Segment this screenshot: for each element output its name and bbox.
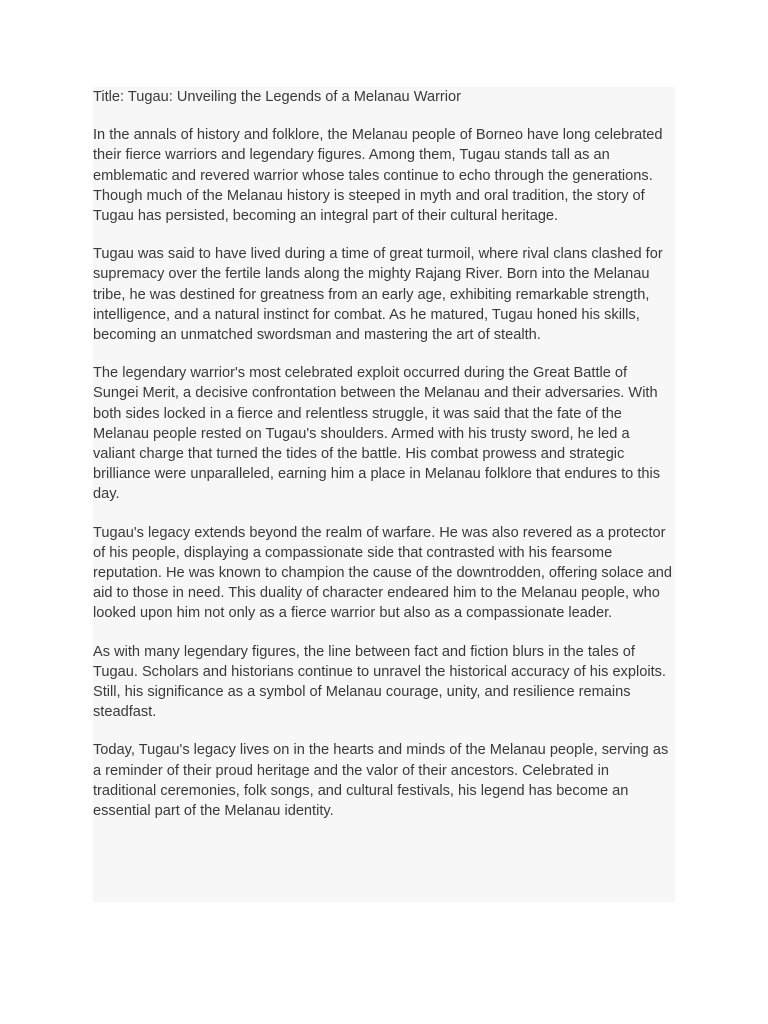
paragraph-2: Tugau was said to have lived during a time of great turmoil, where rival clans clashed for supremacy over the fertile lands along the mighty Rajang River. Born into the Melanau tribe, he was destined for greatness from an early age, exhibiting remarkable strength, intelligence, and a natural instinct for combat. As he matured, Tugau honed his skills, becoming an unmatched swordsman and mastering the art of stealth.	[93, 246, 663, 344]
paragraph-5: As with many legendary figures, the line between fact and fiction blurs in the tales of Tugau. Scholars and historians continue to unravel the historical accuracy of his exploits. Still, his significance as a symbol of Melanau courage, unity, and resilience remains steadfast.	[93, 643, 666, 721]
paragraph-6: Today, Tugau's legacy lives on in the hearts and minds of the Melanau people, serving as a reminder of their proud heritage and the valor of their ancestors. Celebrated in traditional ceremonies, folk songs, and cultural festivals, his legend has become an essential part of the Melanau identity.	[93, 742, 669, 820]
document-title: Title: Tugau: Unveiling the Legends of a Melanau Warrior	[93, 89, 462, 105]
paragraph-4: Tugau's legacy extends beyond the realm of warfare. He was also revered as a protector of his people, displaying a compassionate side that contrasted with his fearsome reputation. He was known to champion the cause of the downtrodden, offering solace and aid to those in need. This duality of character endeared him to the Melanau people, who looked upon him not only as a fierce warrior but also as a compassionate leader.	[93, 524, 672, 622]
paragraph-1: In the annals of history and folklore, the Melanau people of Borneo have long celebrated their fierce warriors and legendary figures. Among them, Tugau stands tall as an emblematic and revered warrior whose tales continue to echo through the generations. Though much of the Melanau history is steeped in myth and oral tradition, the story of Tugau has persisted, becoming an integral part of their cultural heritage.	[93, 127, 663, 225]
document-body	[93, 87, 675, 902]
paragraph-3: The legendary warrior's most celebrated exploit occurred during the Great Battle of Sungei Merit, a decisive confrontation between the Melanau and their adversaries. With both sides locked in a fierce and relentless struggle, it was said that the fate of the Melanau people rested on Tugau's shoulders. Armed with his trusty sword, he led a valiant charge that turned the tides of the battle. His combat prowess and strategic brilliance were unparalleled, earning him a place in Melanau folklore that endures to this day.	[93, 365, 661, 503]
